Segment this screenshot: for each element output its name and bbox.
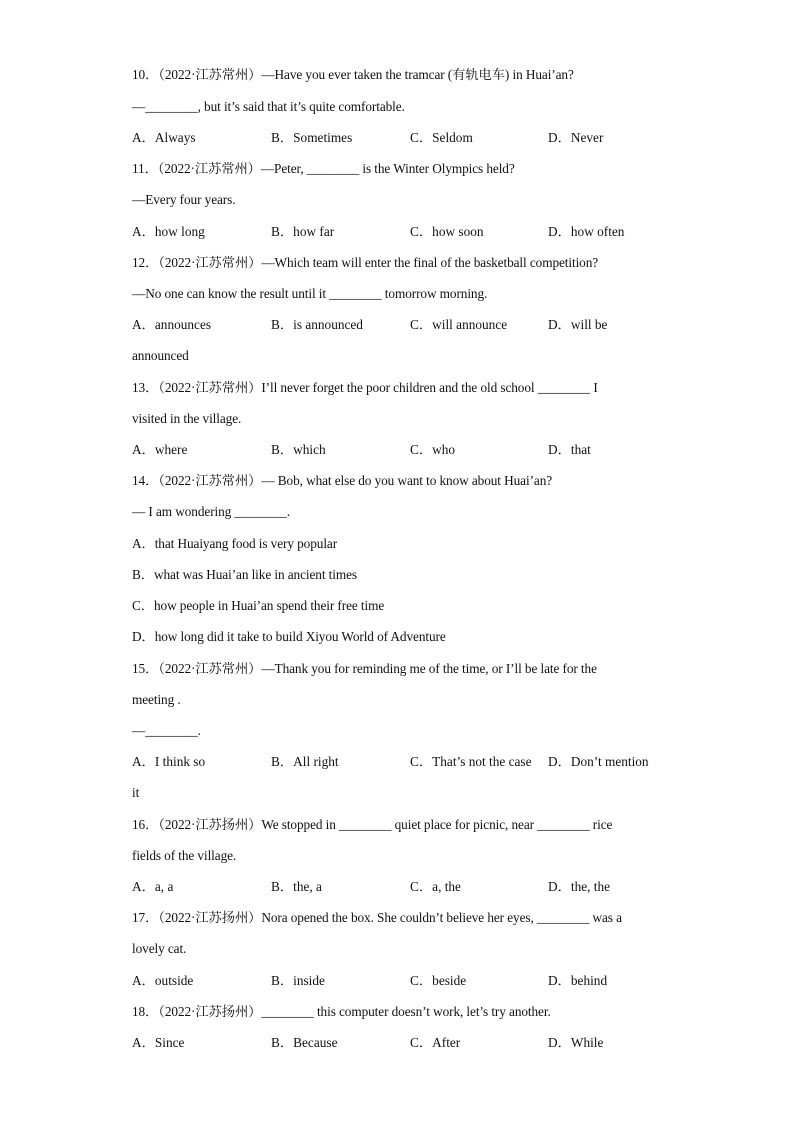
question-11-option-c: C．how soon <box>410 224 484 239</box>
question-11-reply: —Every four years. <box>132 192 236 207</box>
question-18-option-d: D．While <box>548 1035 604 1050</box>
question-18-option-a: A．Since <box>132 1035 185 1050</box>
question-13-option-a: A．where <box>132 442 188 457</box>
question-13-stem: 13．（2022·江苏常州）I’ll never forget the poor children and the old school ________ I <box>132 380 598 395</box>
question-14-option-c: C．how people in Huai’an spend their free time <box>132 598 385 613</box>
question-10-option-c: C．Seldom <box>410 130 473 145</box>
question-10-option-d: D．Never <box>548 130 604 145</box>
question-13-option-c: C．who <box>410 442 456 457</box>
question-10-reply: —________, but it’s said that it’s quite comfortable. <box>132 99 405 114</box>
question-12-option-c: C．will announce <box>410 317 508 332</box>
question-16-option-b: B．the, a <box>271 879 322 894</box>
question-17-option-c: C．beside <box>410 973 467 988</box>
question-16-stem: 16．（2022·江苏扬州）We stopped in ________ quiet place for picnic, near ________ rice <box>132 817 613 832</box>
question-11-stem: 11．（2022·江苏常州）—Peter, ________ is the Winter Olympics held? <box>132 161 515 176</box>
question-16-option-c: C．a, the <box>410 879 461 894</box>
question-12-option-d-continuation: announced <box>132 348 189 363</box>
question-16-option-d: D．the, the <box>548 879 611 894</box>
question-18-option-b: B．Because <box>271 1035 338 1050</box>
question-14-option-d: D．how long did it take to build Xiyou World of Adventure <box>132 629 446 644</box>
question-13-stem-cont: visited in the village. <box>132 411 242 426</box>
question-17-stem-cont: lovely cat. <box>132 941 187 956</box>
question-17-option-b: B．inside <box>271 973 325 988</box>
question-15-option-a: A．I think so <box>132 754 206 769</box>
question-14-reply: — I am wondering ________. <box>132 504 291 519</box>
question-15-reply: —________. <box>132 723 201 738</box>
question-17-stem: 17．（2022·江苏扬州）Nora opened the box. She couldn’t believe her eyes, ________ was a <box>132 910 622 925</box>
question-17-option-d: D．behind <box>548 973 608 988</box>
question-15-option-d: D．Don’t mention <box>548 754 649 769</box>
question-10-option-b: B．Sometimes <box>271 130 353 145</box>
question-12-stem: 12．（2022·江苏常州）—Which team will enter the final of the basketball competition? <box>132 255 599 270</box>
question-11-option-b: B．how far <box>271 224 335 239</box>
question-17-option-a: A．outside <box>132 973 194 988</box>
question-11-option-a: A．how long <box>132 224 205 239</box>
question-12-option-d: D．will be <box>548 317 608 332</box>
question-16-option-a: A．a, a <box>132 879 174 894</box>
question-14-stem: 14．（2022·江苏常州）— Bob, what else do you want to know about Huai’an? <box>132 473 553 488</box>
question-12-option-b: B．is announced <box>271 317 363 332</box>
question-12-option-a: A．announces <box>132 317 212 332</box>
question-15-option-d-continuation: it <box>132 785 140 800</box>
question-14-option-a: A．that Huaiyang food is very popular <box>132 536 338 551</box>
question-16-stem-cont: fields of the village. <box>132 848 237 863</box>
question-11-option-d: D．how often <box>548 224 625 239</box>
question-18-option-c: C．After <box>410 1035 461 1050</box>
question-13-option-d: D．that <box>548 442 591 457</box>
question-12-reply: —No one can know the result until it ________ tomorrow morning. <box>132 286 488 301</box>
question-18-stem: 18．（2022·江苏扬州）________ this computer doesn’t work, let’s try another. <box>132 1004 551 1019</box>
question-10-option-a: A．Always <box>132 130 196 145</box>
question-15-option-b: B．All right <box>271 754 339 769</box>
question-14-option-b: B．what was Huai’an like in ancient times <box>132 567 357 582</box>
question-15-stem: 15．（2022·江苏常州）—Thank you for reminding me of the time, or I’ll be late for the <box>132 661 597 676</box>
question-13-option-b: B．which <box>271 442 326 457</box>
question-15-stem-cont: meeting . <box>132 692 181 707</box>
question-15-option-c: C．That’s not the case <box>410 754 532 769</box>
question-10-stem: 10．（2022·江苏常州）—Have you ever taken the tramcar (有轨电车) in Huai’an? <box>132 67 574 82</box>
